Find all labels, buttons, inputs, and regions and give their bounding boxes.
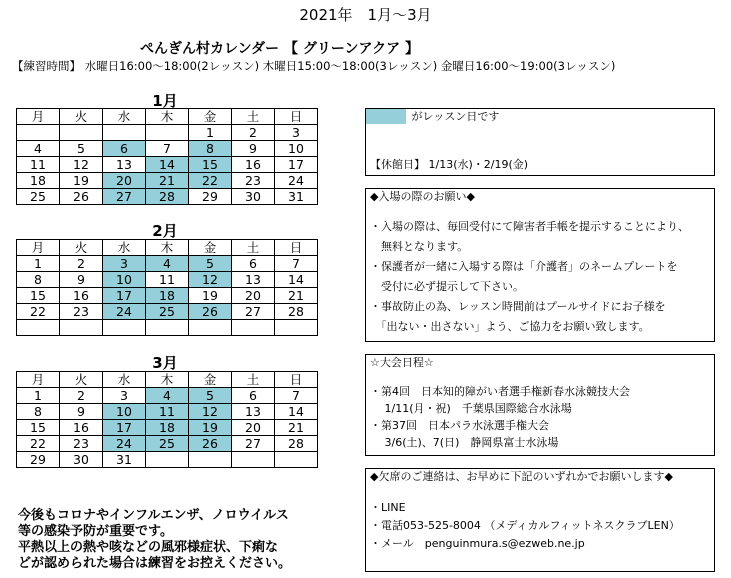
day-cell: [60, 320, 103, 336]
weekday-label: 金: [189, 372, 232, 388]
day-cell: 16: [232, 157, 275, 173]
day-cell: 22: [17, 304, 60, 320]
events-heading: ☆大会日程☆: [370, 356, 434, 369]
entry-notice-line: ・入場の際は、毎回受付にて障害者手帳を提示することにより、: [370, 220, 689, 233]
lesson-day-cell: 10: [103, 272, 146, 288]
health-notice-line: 等の感染予防が重要です。: [18, 524, 173, 539]
health-notice-line: どが認められた場合は練習をお控えください。: [18, 556, 292, 571]
lesson-day-cell: 10: [103, 404, 146, 420]
day-cell: [17, 125, 60, 141]
weekday-label: 水: [103, 109, 146, 125]
day-cell: 16: [60, 288, 103, 304]
day-cell: 16: [60, 420, 103, 436]
day-cell: 27: [232, 436, 275, 452]
day-cell: [60, 125, 103, 141]
day-cell: 17: [275, 157, 318, 173]
entry-notice-line: 無料となります。: [370, 240, 469, 253]
day-cell: 29: [17, 452, 60, 468]
day-cell: 19: [189, 288, 232, 304]
event-line: ・第4回 日本知的障がい者選手権新春水泳競技大会: [370, 385, 630, 398]
entry-heading: ◆入場の際のお願い◆: [370, 190, 475, 203]
day-cell: 26: [60, 189, 103, 205]
weekday-label: 日: [275, 109, 318, 125]
lesson-day-cell: 8: [189, 141, 232, 157]
contact-line: ・LINE: [370, 501, 406, 514]
day-cell: 5: [60, 141, 103, 157]
day-cell: 1: [17, 388, 60, 404]
day-cell: [275, 320, 318, 336]
day-cell: 30: [60, 452, 103, 468]
lesson-day-cell: 27: [103, 189, 146, 205]
day-cell: 21: [275, 420, 318, 436]
weekday-label: 土: [232, 109, 275, 125]
practice-hours: 【練習時間】 水曜日16:00〜18:00(2レッスン) 木曜日15:00〜18:00(3レッスン) 金曜日16:00〜19:00(3レッスン): [12, 59, 616, 73]
day-cell: [232, 320, 275, 336]
week-row: [17, 288, 318, 304]
health-notice-line: 平熱以上の熱や咳などの風邪様症状、下痢な: [18, 540, 279, 555]
day-cell: 1: [189, 125, 232, 141]
entry-notice-box: [365, 188, 715, 342]
day-cell: 6: [232, 256, 275, 272]
day-cell: 11: [17, 157, 60, 173]
day-cell: [146, 320, 189, 336]
day-cell: 8: [17, 272, 60, 288]
weekday-label: 火: [60, 109, 103, 125]
day-cell: 13: [232, 272, 275, 288]
week-row: [17, 304, 318, 320]
day-cell: 10: [275, 141, 318, 157]
day-cell: 28: [275, 304, 318, 320]
week-row: [17, 157, 318, 173]
day-cell: 15: [17, 420, 60, 436]
closed-days: 【休館日】 1/13(水)・2/19(金): [370, 158, 529, 171]
lesson-day-cell: 6: [103, 141, 146, 157]
day-cell: 23: [60, 436, 103, 452]
entry-notice-line: ・保護者が一緒に入場する際は「介護者」のネームプレートを: [370, 260, 678, 273]
day-cell: 29: [189, 189, 232, 205]
lesson-day-cell: 5: [189, 256, 232, 272]
day-cell: 3: [103, 388, 146, 404]
lesson-day-cell: 5: [189, 388, 232, 404]
health-notice-line: 今後もコロナやインフルエンザ、ノロウイルス: [18, 508, 289, 523]
entry-notice-line: 「出ない・出さない」よう、ご協力をお願い致します。: [370, 320, 650, 333]
day-cell: 14: [275, 404, 318, 420]
weekday-label: 月: [17, 372, 60, 388]
day-cell: 30: [232, 189, 275, 205]
events-box: [365, 354, 715, 456]
weekday-label: 金: [189, 240, 232, 256]
lesson-day-cell: 14: [146, 157, 189, 173]
weekday-label: 木: [146, 372, 189, 388]
lesson-day-cell: 24: [103, 436, 146, 452]
calendar-title: ぺんぎん村カレンダー 【 グリーンアクア 】: [140, 41, 420, 57]
weekday-label: 木: [146, 240, 189, 256]
month-title-mar: 3月: [152, 354, 178, 372]
day-cell: 21: [275, 288, 318, 304]
weekday-label: 土: [232, 372, 275, 388]
weekday-header-row: [17, 372, 318, 388]
weekday-label: 月: [17, 109, 60, 125]
calendar-february: [16, 239, 318, 336]
entry-notice-line: 受付に必ず提示して下さい。: [370, 280, 524, 293]
week-row: [17, 436, 318, 452]
lesson-day-cell: 17: [103, 288, 146, 304]
day-cell: [189, 320, 232, 336]
week-row: [17, 452, 318, 468]
month-title-jan: 1月: [152, 92, 178, 110]
contact-box: [365, 468, 715, 572]
lesson-day-swatch: [366, 109, 406, 124]
lesson-day-cell: 26: [189, 436, 232, 452]
lesson-day-cell: 20: [103, 173, 146, 189]
day-cell: 13: [232, 404, 275, 420]
day-cell: 19: [60, 173, 103, 189]
day-cell: 22: [17, 436, 60, 452]
day-cell: 15: [17, 288, 60, 304]
day-cell: 24: [275, 173, 318, 189]
health-notice: [18, 508, 318, 572]
week-row: [17, 420, 318, 436]
weekday-label: 火: [60, 372, 103, 388]
week-row: [17, 404, 318, 420]
day-cell: 9: [60, 404, 103, 420]
lesson-day-cell: 11: [146, 404, 189, 420]
lesson-day-cell: 25: [146, 436, 189, 452]
day-cell: 2: [60, 256, 103, 272]
day-cell: 27: [232, 304, 275, 320]
day-cell: 20: [232, 288, 275, 304]
weekday-header-row: [17, 240, 318, 256]
day-cell: 12: [60, 157, 103, 173]
legend-box: [365, 108, 715, 176]
week-row: [17, 320, 318, 336]
lesson-day-cell: 26: [189, 304, 232, 320]
day-cell: 7: [146, 141, 189, 157]
day-cell: 14: [275, 272, 318, 288]
day-cell: 20: [232, 420, 275, 436]
day-cell: 8: [17, 404, 60, 420]
day-cell: 31: [103, 452, 146, 468]
day-cell: [103, 320, 146, 336]
contact-line: ・電話053-525-8004 （メディカルフィットネスクラブLEN）: [370, 519, 680, 532]
lesson-day-cell: 17: [103, 420, 146, 436]
weekday-label: 水: [103, 240, 146, 256]
lesson-day-cell: 12: [189, 404, 232, 420]
lesson-day-cell: 21: [146, 173, 189, 189]
event-line: 3/6(土)、7(日) 静岡県富士水泳場: [370, 436, 559, 449]
weekday-label: 月: [17, 240, 60, 256]
day-cell: 31: [275, 189, 318, 205]
calendar-january: [16, 108, 318, 205]
day-cell: 2: [60, 388, 103, 404]
day-cell: 4: [17, 141, 60, 157]
day-cell: [189, 452, 232, 468]
week-row: [17, 189, 318, 205]
legend-text: がレッスン日です: [411, 110, 500, 123]
day-cell: [146, 452, 189, 468]
day-cell: 9: [232, 141, 275, 157]
weekday-label: 木: [146, 109, 189, 125]
lesson-day-cell: 18: [146, 420, 189, 436]
lesson-day-cell: 4: [146, 388, 189, 404]
lesson-day-cell: 18: [146, 288, 189, 304]
lesson-day-cell: 24: [103, 304, 146, 320]
weekday-label: 土: [232, 240, 275, 256]
event-line: ・第37回 日本パラ水泳選手権大会: [370, 419, 549, 432]
contact-heading: ◆欠席のご連絡は、お早めに下記のいずれかでお願いします◆: [370, 470, 673, 483]
day-cell: [17, 320, 60, 336]
week-row: [17, 388, 318, 404]
weekday-header-row: [17, 109, 318, 125]
contact-line: ・メール penguinmura.s@ezweb.ne.jp: [370, 537, 585, 550]
week-row: [17, 173, 318, 189]
day-cell: 25: [17, 189, 60, 205]
day-cell: 18: [17, 173, 60, 189]
day-cell: 6: [232, 388, 275, 404]
day-cell: 2: [232, 125, 275, 141]
day-cell: [232, 452, 275, 468]
lesson-day-cell: 19: [189, 420, 232, 436]
day-cell: [103, 125, 146, 141]
day-cell: 3: [275, 125, 318, 141]
lesson-day-cell: 22: [189, 173, 232, 189]
week-row: [17, 125, 318, 141]
week-row: [17, 272, 318, 288]
weekday-label: 日: [275, 372, 318, 388]
weekday-label: 金: [189, 109, 232, 125]
lesson-day-cell: 25: [146, 304, 189, 320]
week-row: [17, 256, 318, 272]
day-cell: 11: [146, 272, 189, 288]
day-cell: 7: [275, 388, 318, 404]
lesson-day-cell: 3: [103, 256, 146, 272]
lesson-day-cell: 28: [146, 189, 189, 205]
lesson-day-cell: 4: [146, 256, 189, 272]
day-cell: [146, 125, 189, 141]
weekday-label: 水: [103, 372, 146, 388]
lesson-day-cell: 15: [189, 157, 232, 173]
weekday-label: 火: [60, 240, 103, 256]
day-cell: 7: [275, 256, 318, 272]
day-cell: 9: [60, 272, 103, 288]
day-cell: 23: [232, 173, 275, 189]
week-row: [17, 141, 318, 157]
period-title: 2021年 1月〜3月: [299, 6, 432, 24]
weekday-label: 日: [275, 240, 318, 256]
day-cell: 13: [103, 157, 146, 173]
event-line: 1/11(月・祝) 千葉県国際総合水泳場: [370, 402, 572, 415]
day-cell: 23: [60, 304, 103, 320]
day-cell: 1: [17, 256, 60, 272]
lesson-day-cell: 12: [189, 272, 232, 288]
month-title-feb: 2月: [152, 222, 178, 240]
calendar-march: [16, 371, 318, 468]
day-cell: [275, 452, 318, 468]
entry-notice-line: ・事故防止の為、レッスン時間前はプールサイドにお子様を: [370, 300, 666, 313]
day-cell: 28: [275, 436, 318, 452]
